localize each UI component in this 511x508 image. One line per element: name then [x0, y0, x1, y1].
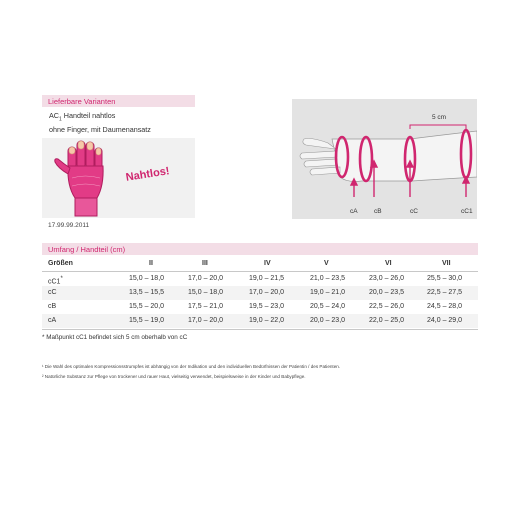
table-cell: 24,0 – 29,0 — [427, 317, 463, 324]
variants-header — [42, 95, 195, 107]
product-illustration-panel — [42, 138, 195, 218]
table-cell: 15,0 – 18,0 — [129, 275, 165, 282]
table-cell: 24,5 – 28,0 — [427, 303, 463, 310]
column-header: V — [324, 260, 329, 267]
table-cell: 19,0 – 22,0 — [249, 317, 285, 324]
measurement-diagram — [292, 99, 477, 219]
table-cell: 17,0 – 20,0 — [188, 317, 224, 324]
table-cell: 20,0 – 23,0 — [310, 317, 346, 324]
table-cell: 22,5 – 27,5 — [427, 289, 463, 296]
table-row — [42, 272, 478, 286]
table-row — [42, 300, 478, 314]
size-label: cC1* — [48, 276, 63, 286]
table-cell: 15,5 – 20,0 — [129, 303, 165, 310]
column-header: VII — [442, 260, 451, 267]
table-row — [42, 286, 478, 300]
label-cB: cB — [374, 208, 382, 215]
table-cell: 15,5 – 19,0 — [129, 317, 165, 324]
table-cell: 22,5 – 26,0 — [369, 303, 405, 310]
footnote: ² Natürliche Substanz zur Pflege von trockener und rauer Haut, vielseitig verwendet, beispielsweise in der Kinder und Babypflege. — [42, 374, 306, 379]
table-cell: 17,5 – 21,0 — [188, 303, 224, 310]
table-row — [42, 314, 478, 328]
size-label: cA — [48, 317, 57, 324]
table-header-row — [42, 257, 478, 271]
size-label: cC — [48, 289, 57, 296]
table-cell: 17,0 – 20,0 — [249, 289, 285, 296]
table-cell: 20,0 – 23,5 — [369, 289, 405, 296]
column-header: II — [149, 260, 153, 267]
table-cell: 19,0 – 21,5 — [249, 275, 285, 282]
article-number: 17.99.99.2011 — [48, 222, 90, 229]
column-header: VI — [385, 260, 392, 267]
table-cell: 17,0 – 20,0 — [188, 275, 224, 282]
column-header: III — [202, 260, 208, 267]
glove-icon — [42, 138, 195, 218]
table-header — [42, 243, 478, 255]
variants-header-label: Lieferbare Varianten — [48, 97, 116, 106]
column-header: Größen — [48, 260, 73, 267]
product-name: $AC_1$ Handteil nahtlos ohne Finger, mit Daumenansatz — [49, 111, 151, 134]
table-cell: 15,0 – 18,0 — [188, 289, 224, 296]
size-label: cB — [48, 303, 57, 310]
table-cell: 23,0 – 26,0 — [369, 275, 405, 282]
footnote: ¹ Die Wahl des optimalen Kompressionsstrumpfes ist abhängig von der Indikation und den individuellen Bedürfnissen der Patientin / des Patienten. — [42, 364, 341, 369]
product-description: ohne Finger, mit Daumenansatz — [49, 124, 151, 134]
table-cell: 13,5 – 15,5 — [129, 289, 165, 296]
table-divider — [42, 329, 478, 330]
table-header-label: Umfang / Handteil (cm) — [48, 245, 126, 254]
measure-5cm-label: 5 cm — [432, 114, 447, 121]
label-cC1: cC1 — [461, 208, 473, 215]
arm-illustration — [292, 99, 477, 219]
table-note: * Maßpunkt cC1 befindet sich 5 cm oberhalb von cC — [42, 334, 188, 341]
table-cell: 21,0 – 23,5 — [310, 275, 346, 282]
table-cell: 22,0 – 25,0 — [369, 317, 405, 324]
seamless-badge: Nahtlos! — [125, 165, 171, 184]
label-cA: cA — [350, 208, 358, 215]
table-cell: 20,5 – 24,0 — [310, 303, 346, 310]
table-cell: 19,0 – 21,0 — [310, 289, 346, 296]
column-header: IV — [264, 260, 271, 267]
label-cC: cC — [410, 208, 418, 215]
table-cell: 19,5 – 23,0 — [249, 303, 285, 310]
table-cell: 25,5 – 30,0 — [427, 275, 463, 282]
